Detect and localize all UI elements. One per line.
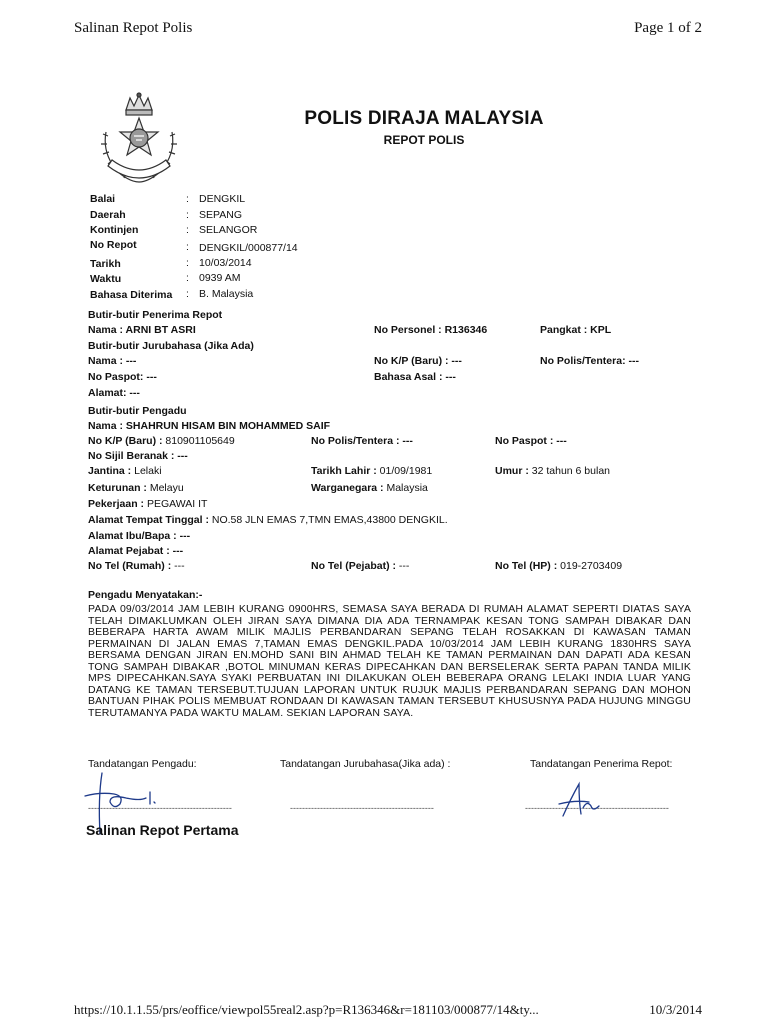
pengadu-no-kp-label: No K/P (Baru) : [88, 435, 163, 447]
document-subtitle: REPOT POLIS [383, 133, 465, 147]
footer-url: https://10.1.1.55/prs/eoffice/viewpol55real2.asp?p=R136346&r=181103/000877/14&ty... [74, 1002, 539, 1017]
statement-heading: Pengadu Menyatakan:- [88, 589, 203, 601]
section-heading-jurubahasa: Butir-butir Jurubahasa (Jika Ada) [88, 340, 254, 352]
pengadu-no-kp-value: 810901105649 [165, 435, 235, 447]
pengadu-tel-hp-label: No Tel (HP) : [495, 560, 558, 572]
signature-label-pengadu: Tandatangan Pengadu: [88, 758, 197, 770]
pengadu-alamat-tinggal-label: Alamat Tempat Tinggal : [88, 514, 209, 526]
signature-label-jurubahasa: Tandatangan Jurubahasa(Jika ada) : [280, 758, 451, 770]
info-value-kontinjen: SELANGOR [199, 224, 258, 236]
handwritten-signature-penerima [555, 780, 605, 820]
jurubahasa-alamat: Alamat: --- [88, 387, 140, 399]
info-label-no-repot: No Repot [90, 239, 137, 251]
signature-line-penerima: ------------------------------------------------ [525, 803, 669, 813]
footer-date: 10/3/2014 [649, 1002, 702, 1017]
info-colon: : [186, 209, 189, 221]
jurubahasa-no-polis: No Polis/Tentera: --- [540, 355, 639, 367]
pengadu-tel-pejabat-value: --- [398, 560, 410, 572]
signature-line-jurubahasa: ------------------------------------------------ [290, 803, 434, 813]
pengadu-tarikh-lahir-row [311, 465, 432, 478]
pengadu-pekerjaan-row [88, 498, 207, 511]
pengadu-umur-label: Umur : [495, 465, 529, 477]
pengadu-no-polis: No Polis/Tentera : --- [311, 435, 413, 447]
section-heading-penerima: Butir-butir Penerima Repot [88, 309, 223, 321]
info-label-tarikh: Tarikh [90, 258, 121, 270]
jurubahasa-nama: Nama : --- [88, 355, 137, 367]
info-value-daerah: SEPANG [199, 209, 242, 221]
pengadu-no-paspot: No Paspot : --- [495, 435, 567, 447]
info-value-tarikh: 10/03/2014 [199, 257, 252, 269]
statement-text: PADA 09/03/2014 JAM LEBIH KURANG 0900HRS, SEMASA SAYA BERADA DI RUMAH ALAMAT SEPERTI DIATAS SAYA TELAH DIMAKLUMKAN OLEH JIRAN SAYA DIMANA DIA ADA TERNAMPAK KESAN TONG SAMPAH DIBAKAR DAN BEBERAPA HARTA AWAM MILIK MAJLIS PERBANDARAN SEPANG TELAH ROSAKKAN DI KAWASAN TAMAN PERMAINAN DI JALAN EMAS 7,TAMAN EMAS DENGKIL.PADA 10/03/2014 JAM LEBIH KURANG 1830HRS SAYA BERSAMA DENGAN JIRAN EN.MOHD SANI BIN AHMAD TELAH KE TAMAN PERMAINAN DAN DAPATI ADA KESAN TONG SAMPAH DIBAKAR ,BOTOL MINUMAN KERAS DIPECAHKAN DAN BERSELERAK SERTA PAPAN TANDA MILIK MPS DIPECAHKAN.SAYA SYAKI PERBUATAN INI DILAKUKAN OLEH BEBERAPA ORANG LELAKI INDIA LUAR YANG DATANG KE TAMAN TERSEBUT.TUJUAN LAPORAN UNTUK RUJUK MAJLIS PERBANDARAN SEPANG DAN MOHON BANTUAN PIHAK POLIS MEMBUAT RONDAAN DI KAWASAN TAMAN TERSEBUT KHUSUSNYA PADA HUJUNG MINGGU TERUTAMANYA PADA WAKTU MALAM. SEKIAN LAPORAN SAYA. [88, 603, 691, 719]
pengadu-tarikh-lahir-label: Tarikh Lahir : [311, 465, 377, 477]
info-value-balai: DENGKIL [199, 193, 246, 205]
pengadu-tarikh-lahir-value: 01/09/1981 [379, 465, 433, 477]
section-heading-pengadu: Butir-butir Pengadu [88, 405, 187, 417]
pengadu-jantina-value: Lelaki [134, 465, 162, 477]
pengadu-alamat-tinggal-value: NO.58 JLN EMAS 7,TMN EMAS,43800 DENGKIL. [211, 514, 448, 526]
info-colon: : [186, 288, 189, 300]
pengadu-tel-rumah-row [88, 560, 185, 573]
info-label-daerah: Daerah [90, 209, 126, 221]
pengadu-pekerjaan-label: Pekerjaan : [88, 498, 145, 510]
pengadu-umur-row [495, 465, 610, 478]
document-title: POLIS DIRAJA MALAYSIA [304, 108, 544, 129]
info-label-bahasa: Bahasa Diterima [90, 289, 173, 301]
info-colon: : [186, 272, 189, 284]
salinan-repot-pertama: Salinan Repot Pertama [86, 822, 239, 838]
info-colon: : [186, 224, 189, 236]
pengadu-no-sijil: No Sijil Beranak : --- [88, 450, 188, 462]
penerima-nama: Nama : ARNI BT ASRI [88, 324, 196, 336]
pengadu-keturunan-value: Melayu [149, 482, 184, 494]
pengadu-no-kp-row [88, 435, 235, 448]
info-label-balai: Balai [90, 193, 116, 205]
pengadu-alamat-ibubapa: Alamat Ibu/Bapa : --- [88, 530, 191, 542]
info-colon: : [186, 257, 189, 269]
pengadu-tel-pejabat-row [311, 560, 409, 573]
info-value-bahasa: B. Malaysia [199, 288, 254, 300]
info-colon: : [186, 193, 189, 205]
info-label-kontinjen: Kontinjen [90, 224, 139, 236]
info-colon: : [186, 241, 189, 253]
signature-line-pengadu: ------------------------------------------------ [88, 803, 232, 813]
pengadu-warganegara-value: Malaysia [386, 482, 428, 494]
pengadu-alamat-pejabat: Alamat Pejabat : --- [88, 545, 184, 557]
pengadu-warganegara-row [311, 482, 428, 495]
pengadu-tel-rumah-label: No Tel (Rumah) : [88, 560, 172, 572]
info-label-waktu: Waktu [90, 273, 122, 285]
jurubahasa-bahasa-asal: Bahasa Asal : --- [374, 371, 456, 383]
pengadu-pekerjaan-value: PEGAWAI IT [146, 498, 208, 510]
pengadu-tel-rumah-value: --- [174, 560, 185, 572]
pengadu-tel-hp-value: 019-2703409 [560, 560, 623, 572]
pengadu-warganegara-label: Warganegara : [311, 482, 384, 494]
info-value-no-repot: DENGKIL/000877/14 [199, 242, 298, 254]
pengadu-tel-hp-row [495, 560, 622, 573]
pengadu-nama: Nama : SHAHRUN HISAM BIN MOHAMMED SAIF [88, 420, 331, 432]
pengadu-umur-value: 32 tahun 6 bulan [531, 465, 611, 477]
pengadu-alamat-tinggal-row [88, 514, 448, 527]
info-value-waktu: 0939 AM [199, 272, 241, 284]
pengadu-keturunan-label: Keturunan : [88, 482, 147, 494]
pengadu-jantina-label: Jantina : [88, 465, 132, 477]
jurubahasa-no-paspot: No Paspot: --- [88, 371, 157, 383]
jurubahasa-no-kp: No K/P (Baru) : --- [374, 355, 462, 367]
pengadu-jantina-row [88, 465, 162, 478]
penerima-no-personel: No Personel : R136346 [374, 324, 488, 336]
page-header-title: Salinan Repot Polis [74, 20, 193, 36]
pengadu-tel-pejabat-label: No Tel (Pejabat) : [311, 560, 396, 572]
signature-label-penerima: Tandatangan Penerima Repot: [530, 758, 673, 770]
pengadu-keturunan-row [88, 482, 184, 495]
penerima-pangkat: Pangkat : KPL [540, 324, 612, 336]
page-number: Page 1 of 2 [634, 20, 702, 36]
